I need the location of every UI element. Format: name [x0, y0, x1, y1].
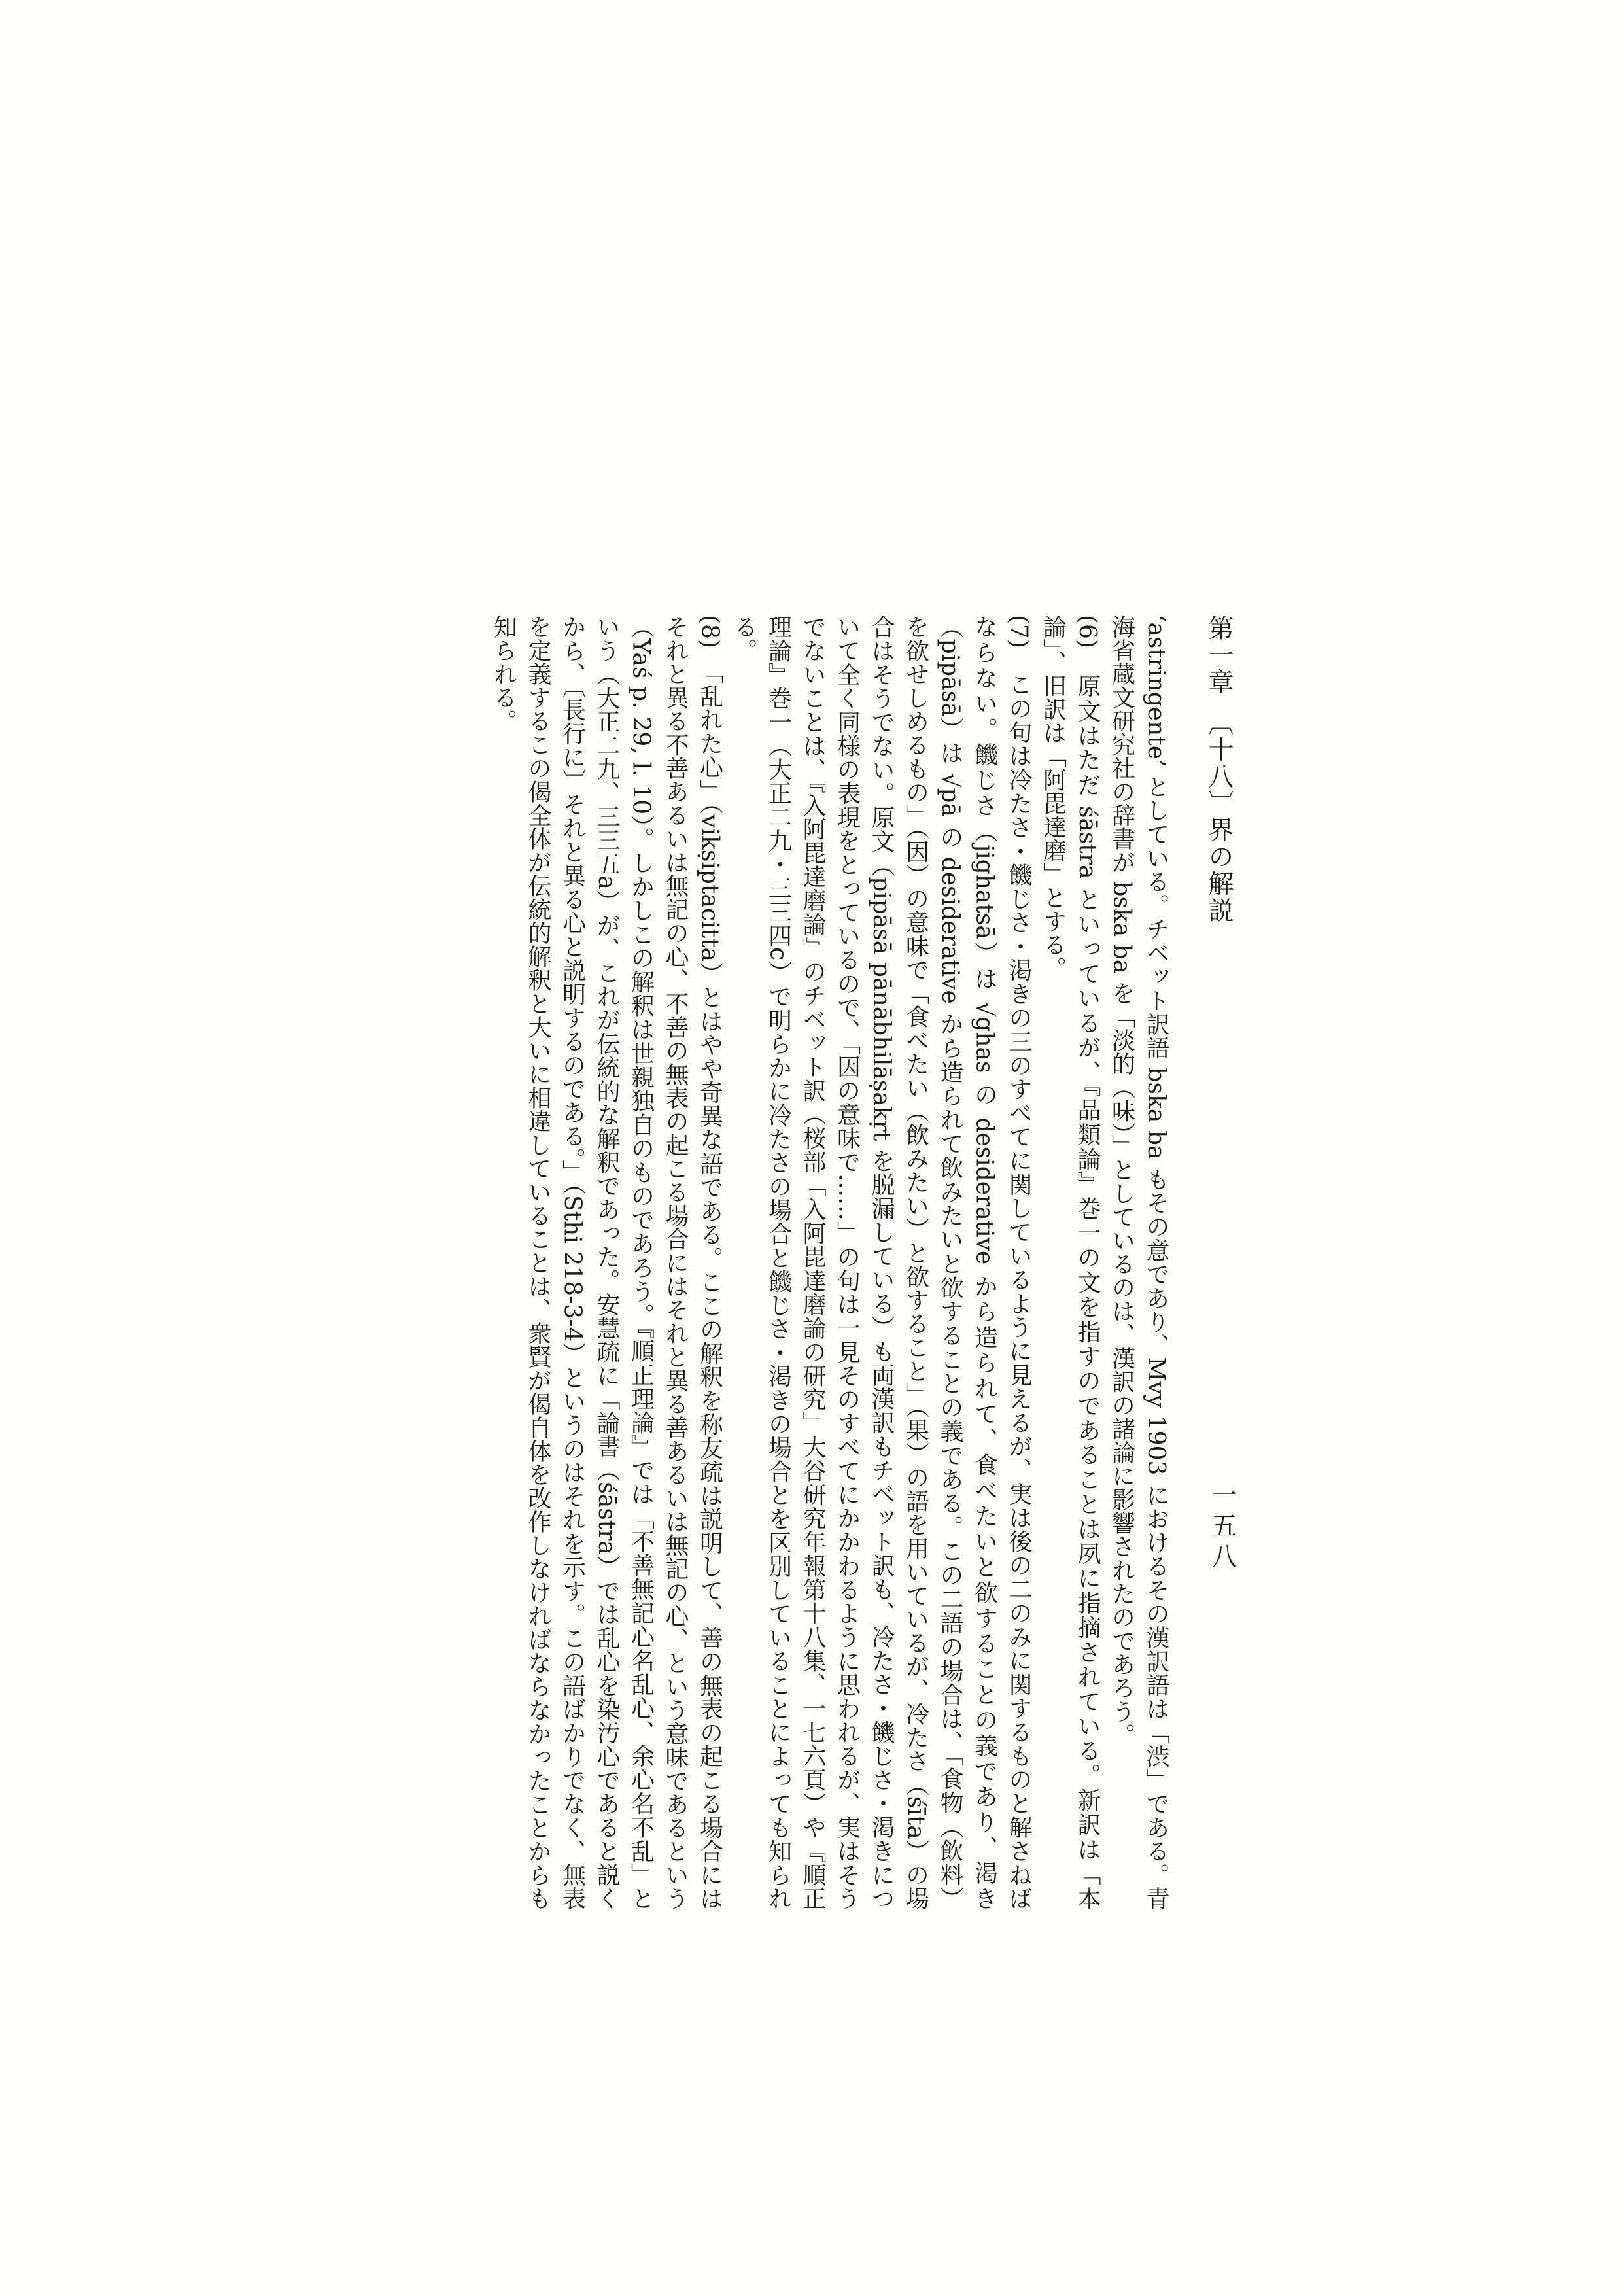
chapter-running-title: 第一章 〔十八〕界の解説	[1204, 615, 1234, 924]
body-text	[290, 615, 1173, 1910]
note-6-number: (6)	[1074, 615, 1101, 648]
intro-paragraph: ‘astringente’ としている。チベット訳語 bska ba もその意であり、Mvy 1903 におけるその漢訳語は「渋」である。青海省蔵文研究社の辞書が bska ba を「淡的（味）」としているのは、漢訳の諸論に影響されたのであろう。	[1108, 615, 1169, 1910]
note-8-text: 「乱れた心」（vikṣiptacitta）とはやや奇異な語である。ここの解釈を称友疏は説明して、善の無表の起こる場合にはそれと異る不善あるいは無記の心、不善の無表の起こる場合にはそれと異る善あるいは無記の心、という意味であるという（Yaś p. 29, l. 10）。しかしこの解釈は世親独自のものであろう。『順正理論』では「不善無記心名乱心、余心名不乱」という（大正二九、三三五a）が、これが伝統的な解釈であった。安慧疏に「論書（śāstra）では乱心を染汚心であると説くから、〔長行に〕それと異る心と説明するのである。」（Sthi 218-3-4）というのはそれを示す。この語ばかりでなく、無表を定義するこの偈全体が伝統的解釈と大いに相違していることは、衆賢が偈自体を改作しなければならなかったことからも知られる。	[490, 615, 723, 1910]
note-7	[727, 615, 1036, 1910]
note-8-number: (8)	[696, 615, 723, 648]
note-6	[1035, 615, 1104, 1910]
note-6-text: 原文はただ śāstra といっているが、『品類論』巻一の文を指すのであることは夙に指摘されている。新訳は「本論」、旧訳は「阿毘達磨」とする。	[1039, 615, 1101, 1910]
page-number: 一五八	[1207, 1482, 1237, 1574]
note-7-number: (7)	[1005, 615, 1032, 648]
note-7-text: この句は冷たさ・饑じさ・渇きの三のすべてに関しているように見えるが、実は後の二のみに関するものと解さねばならない。饑じさ（jighatsā）は √ghas の desiderative から造られて、食べたいと欲することの義であり、渇き（pipāsā）は √pā の desiderative から造られて飲みたいと欲することの義である。この二語の場合は、「食物（飲料）を欲せしめるもの」（因）の意味で「食べたい（飲みたい）と欲すること」（果）の語を用いているが、冷たさ（śīta）の場合はそうでない。原文（pipāsā pānābhilāṣakṛt を脱漏している）も両漢訳もチベット訳も、冷たさ・饑じさ・渇きについて全く同様の表現をとっているので、「因の意味で……」の句は一見そのすべてにかかわるように思われるが、実はそうでないことは、『入阿毘達磨論』のチベット訳（桜部「入阿毘達磨論の研究」大谷研究年報第十八集、一七六頁）や『順正理論』巻一（大正二九・三三四c）で明らかに冷たさの場合と饑じさ・渇きの場合とを区別していることによっても知られる。	[731, 615, 1032, 1910]
note-8	[486, 615, 727, 1910]
